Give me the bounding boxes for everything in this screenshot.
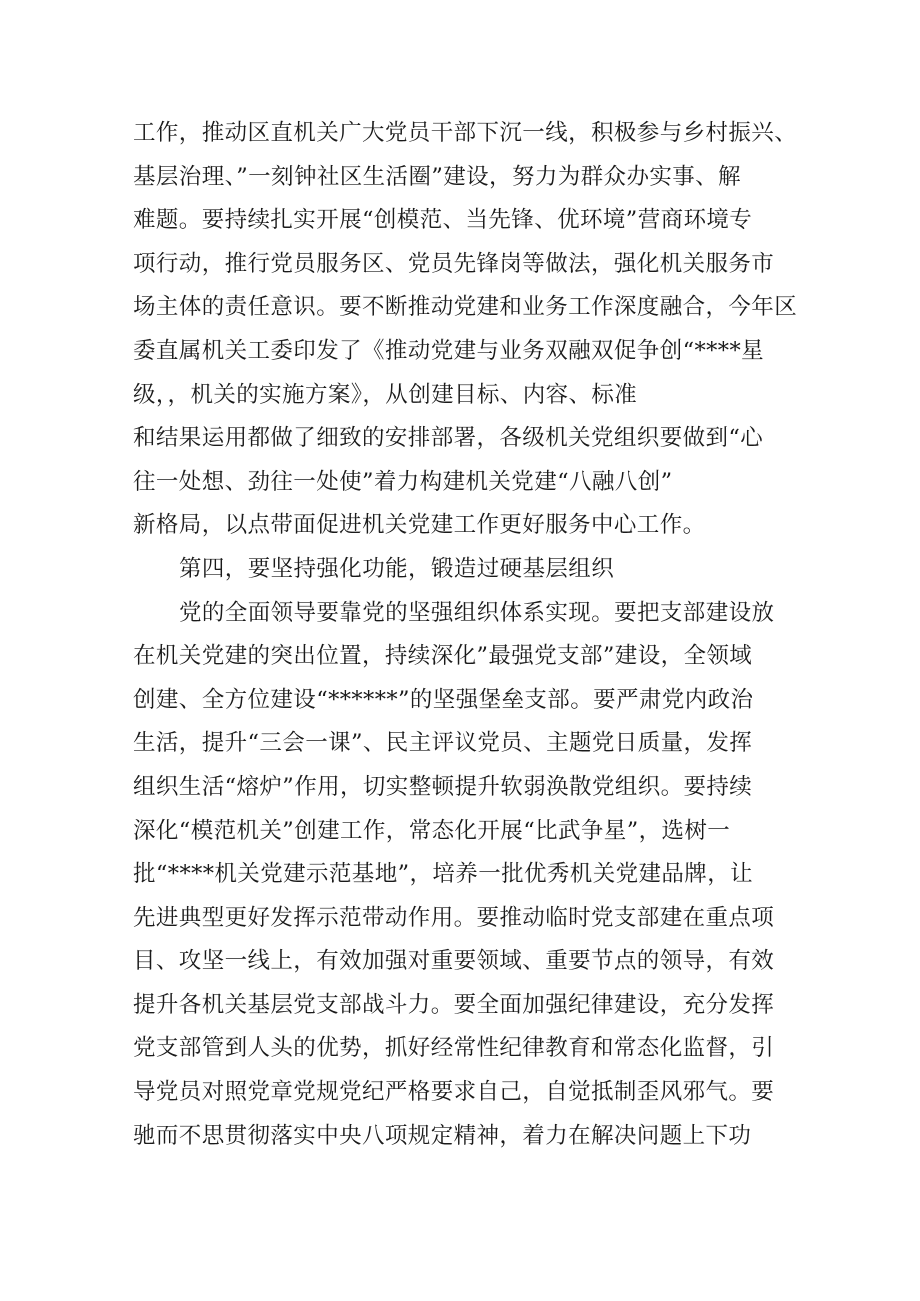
text-line: 新格局，以点带面促进机关党建工作更好服务中心工作。: [133, 512, 706, 539]
text-line: 党支部管到人头的优势，抓好经常性纪律教育和常态化监督，引: [133, 1035, 775, 1062]
paragraph-first-line: 党的全面领导要靠党的坚强组织体系实现。要把支部建设放: [179, 599, 775, 626]
text-line: 工作，推动区直机关广大党员干部下沉一线，积极参与乡村振兴、: [133, 120, 798, 146]
text-line: 先进典型更好发挥示范带动作用。要推动临时党支部建在重点项: [133, 904, 775, 931]
text-line: 导党员对照党章党规党纪严格要求自己，自觉抵制歪风邪气。要: [133, 1079, 775, 1106]
text-line: 驰而不思贯彻落实中央八项规定精神，着力在解决问题上下功: [133, 1122, 752, 1149]
text-line: 项行动，推行党员服务区、党员先锋岗等做法，强化机关服务市: [133, 250, 775, 277]
text-line: 深化“模范机关”创建工作，常态化开展“比武争星”，选树一: [133, 817, 731, 844]
text-line: 往一处想、劲往一处使”着力构建机关党建“八融八创”: [133, 468, 673, 495]
text-line: 批“****机关党建示范基地”，培养一批优秀机关党建品牌，让: [133, 861, 754, 888]
body-text: [133, 112, 798, 1158]
text-line: 基层治理、”一刻钟社区生活圈”建设，努力为群众办实事、解: [133, 163, 741, 190]
text-line: 和结果运用都做了细致的安排部署，各级机关党组织要做到“心: [133, 425, 764, 452]
text-line: 级，，机关的实施方案》，从创建目标、内容、标准: [133, 381, 638, 408]
text-line: 在机关党建的突出位置，持续深化”最强党支部”建设，全领域: [133, 643, 753, 670]
text-line: 组织生活“熔炉”作用，切实整顿提升软弱涣散党组织。要持续: [133, 773, 753, 800]
text-line: 委直属机关工委印发了《推动党建与业务双融双促争创“****星: [133, 337, 765, 364]
text-line: 场主体的责任意识。要不断推动党建和业务工作深度融合，今年区: [133, 294, 798, 321]
text-line: 提升各机关基层党支部战斗力。要全面加强纪律建设，充分发挥: [133, 991, 775, 1018]
section-heading: 第四，要坚持强化功能，锻造过硬基层组织: [179, 555, 615, 582]
text-line: 目、攻坚一线上，有效加强对重要领域、重要节点的领导，有效: [133, 948, 775, 975]
text-line: 创建、全方位建设“******”的坚强堡垒支部。要严肃党内政治: [133, 686, 754, 713]
text-line: 生活，提升“三会一课”、民主评议党员、主题党日质量，发挥: [133, 730, 753, 757]
text-line: 难题。要持续扎实开展“创模范、当先锋、优环境”营商环境专: [133, 207, 753, 234]
